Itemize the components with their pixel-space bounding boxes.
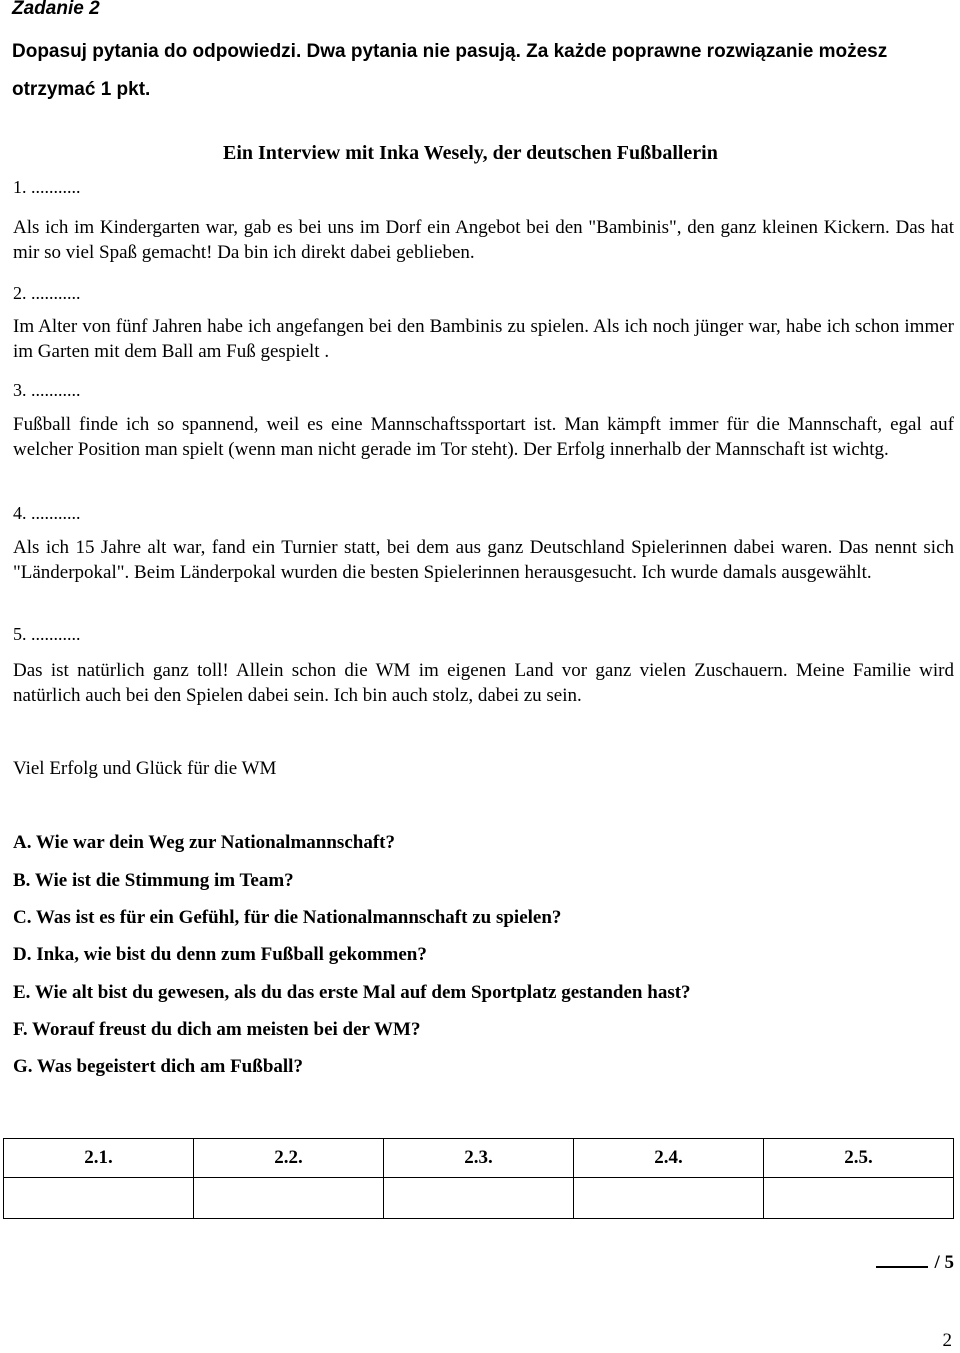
item-1-text: Als ich im Kindergarten war, gab es bei uns im Dorf ein Angebot bei den "Bambinis", den ganz kleinen Kickern. Das hat mir so viel Spaß gemacht! Da bin ich direkt dabei geblieben. (13, 217, 954, 263)
item-5-text: Das ist natürlich ganz toll! Allein schon die WM im eigenen Land vor ganz vielen Zuschauern. Meine Familie wird natürlich auch bei den Spielen dabei sein. Ich bin auch stolz, dabei zu sein. (13, 660, 954, 706)
item-4-number: 4. ........... (13, 503, 81, 523)
answer-cell[interactable] (4, 1178, 194, 1219)
question-a: A. Wie war dein Weg zur Nationalmannschaft? (13, 832, 395, 853)
answer-header-cell: 2.4. (574, 1139, 764, 1178)
answer-cell[interactable] (574, 1178, 764, 1219)
task-instruction: Dopasuj pytania do odpowiedzi. Dwa pytania nie pasują. Za każde poprawne rozwiązanie możesz otrzymać 1 pkt. (12, 41, 888, 100)
answer-table-header-row (4, 1139, 954, 1178)
answer-table (3, 1138, 954, 1219)
item-3-text: Fußball finde ich so spannend, weil es eine Mannschaftssportart ist. Man kämpft immer für die Mannschaft, egal auf welcher Position man spielt (wenn man nicht gerade im Tor steht). Der Erfolg innerhalb der Mannschaft ist wichtg. (13, 414, 954, 460)
score-blank-line[interactable] (876, 1252, 928, 1268)
score-max: / 5 (934, 1252, 954, 1273)
answer-header-cell: 2.3. (384, 1139, 574, 1178)
item-2-text: Im Alter von fünf Jahren habe ich angefangen bei den Bambinis zu spielen. Als ich noch jünger war, habe ich schon immer im Garten mit dem Ball am Fuß gespielt . (13, 316, 954, 362)
answer-header-cell: 2.5. (764, 1139, 954, 1178)
question-e: E. Wie alt bist du gewesen, als du das erste Mal auf dem Sportplatz gestanden hast? (13, 982, 691, 1003)
task-heading: Zadanie 2 (12, 0, 100, 19)
interview-title: Ein Interview mit Inka Wesely, der deutschen Fußballerin (223, 142, 718, 164)
answer-cell[interactable] (194, 1178, 384, 1219)
question-d: D. Inka, wie bist du denn zum Fußball gekommen? (13, 944, 427, 965)
answer-cell[interactable] (384, 1178, 574, 1219)
item-5-number: 5. ........... (13, 624, 81, 644)
answer-table-answer-row (4, 1178, 954, 1219)
item-3-number: 3. ........... (13, 380, 81, 400)
page-number: 2 (942, 1330, 952, 1351)
answer-header-cell: 2.2. (194, 1139, 384, 1178)
answer-header-cell: 2.1. (4, 1139, 194, 1178)
score-box (876, 1252, 954, 1274)
question-g: G. Was begeistert dich am Fußball? (13, 1056, 303, 1077)
closing-line: Viel Erfolg und Glück für die WM (13, 758, 277, 779)
question-f: F. Worauf freust du dich am meisten bei der WM? (13, 1019, 421, 1040)
item-2-number: 2. ........... (13, 283, 81, 303)
question-c: C. Was ist es für ein Gefühl, für die Nationalmannschaft zu spielen? (13, 907, 562, 928)
item-1-number: 1. ........... (13, 177, 81, 197)
question-b: B. Wie ist die Stimmung im Team? (13, 870, 294, 891)
item-4-text: Als ich 15 Jahre alt war, fand ein Turnier statt, bei dem aus ganz Deutschland Spielerinnen dabei waren. Das nennt sich "Länderpokal". Beim Länderpokal wurden die besten Spielerinnen herausgesucht. Ich wurde damals ausgewählt. (13, 537, 954, 583)
answer-cell[interactable] (764, 1178, 954, 1219)
